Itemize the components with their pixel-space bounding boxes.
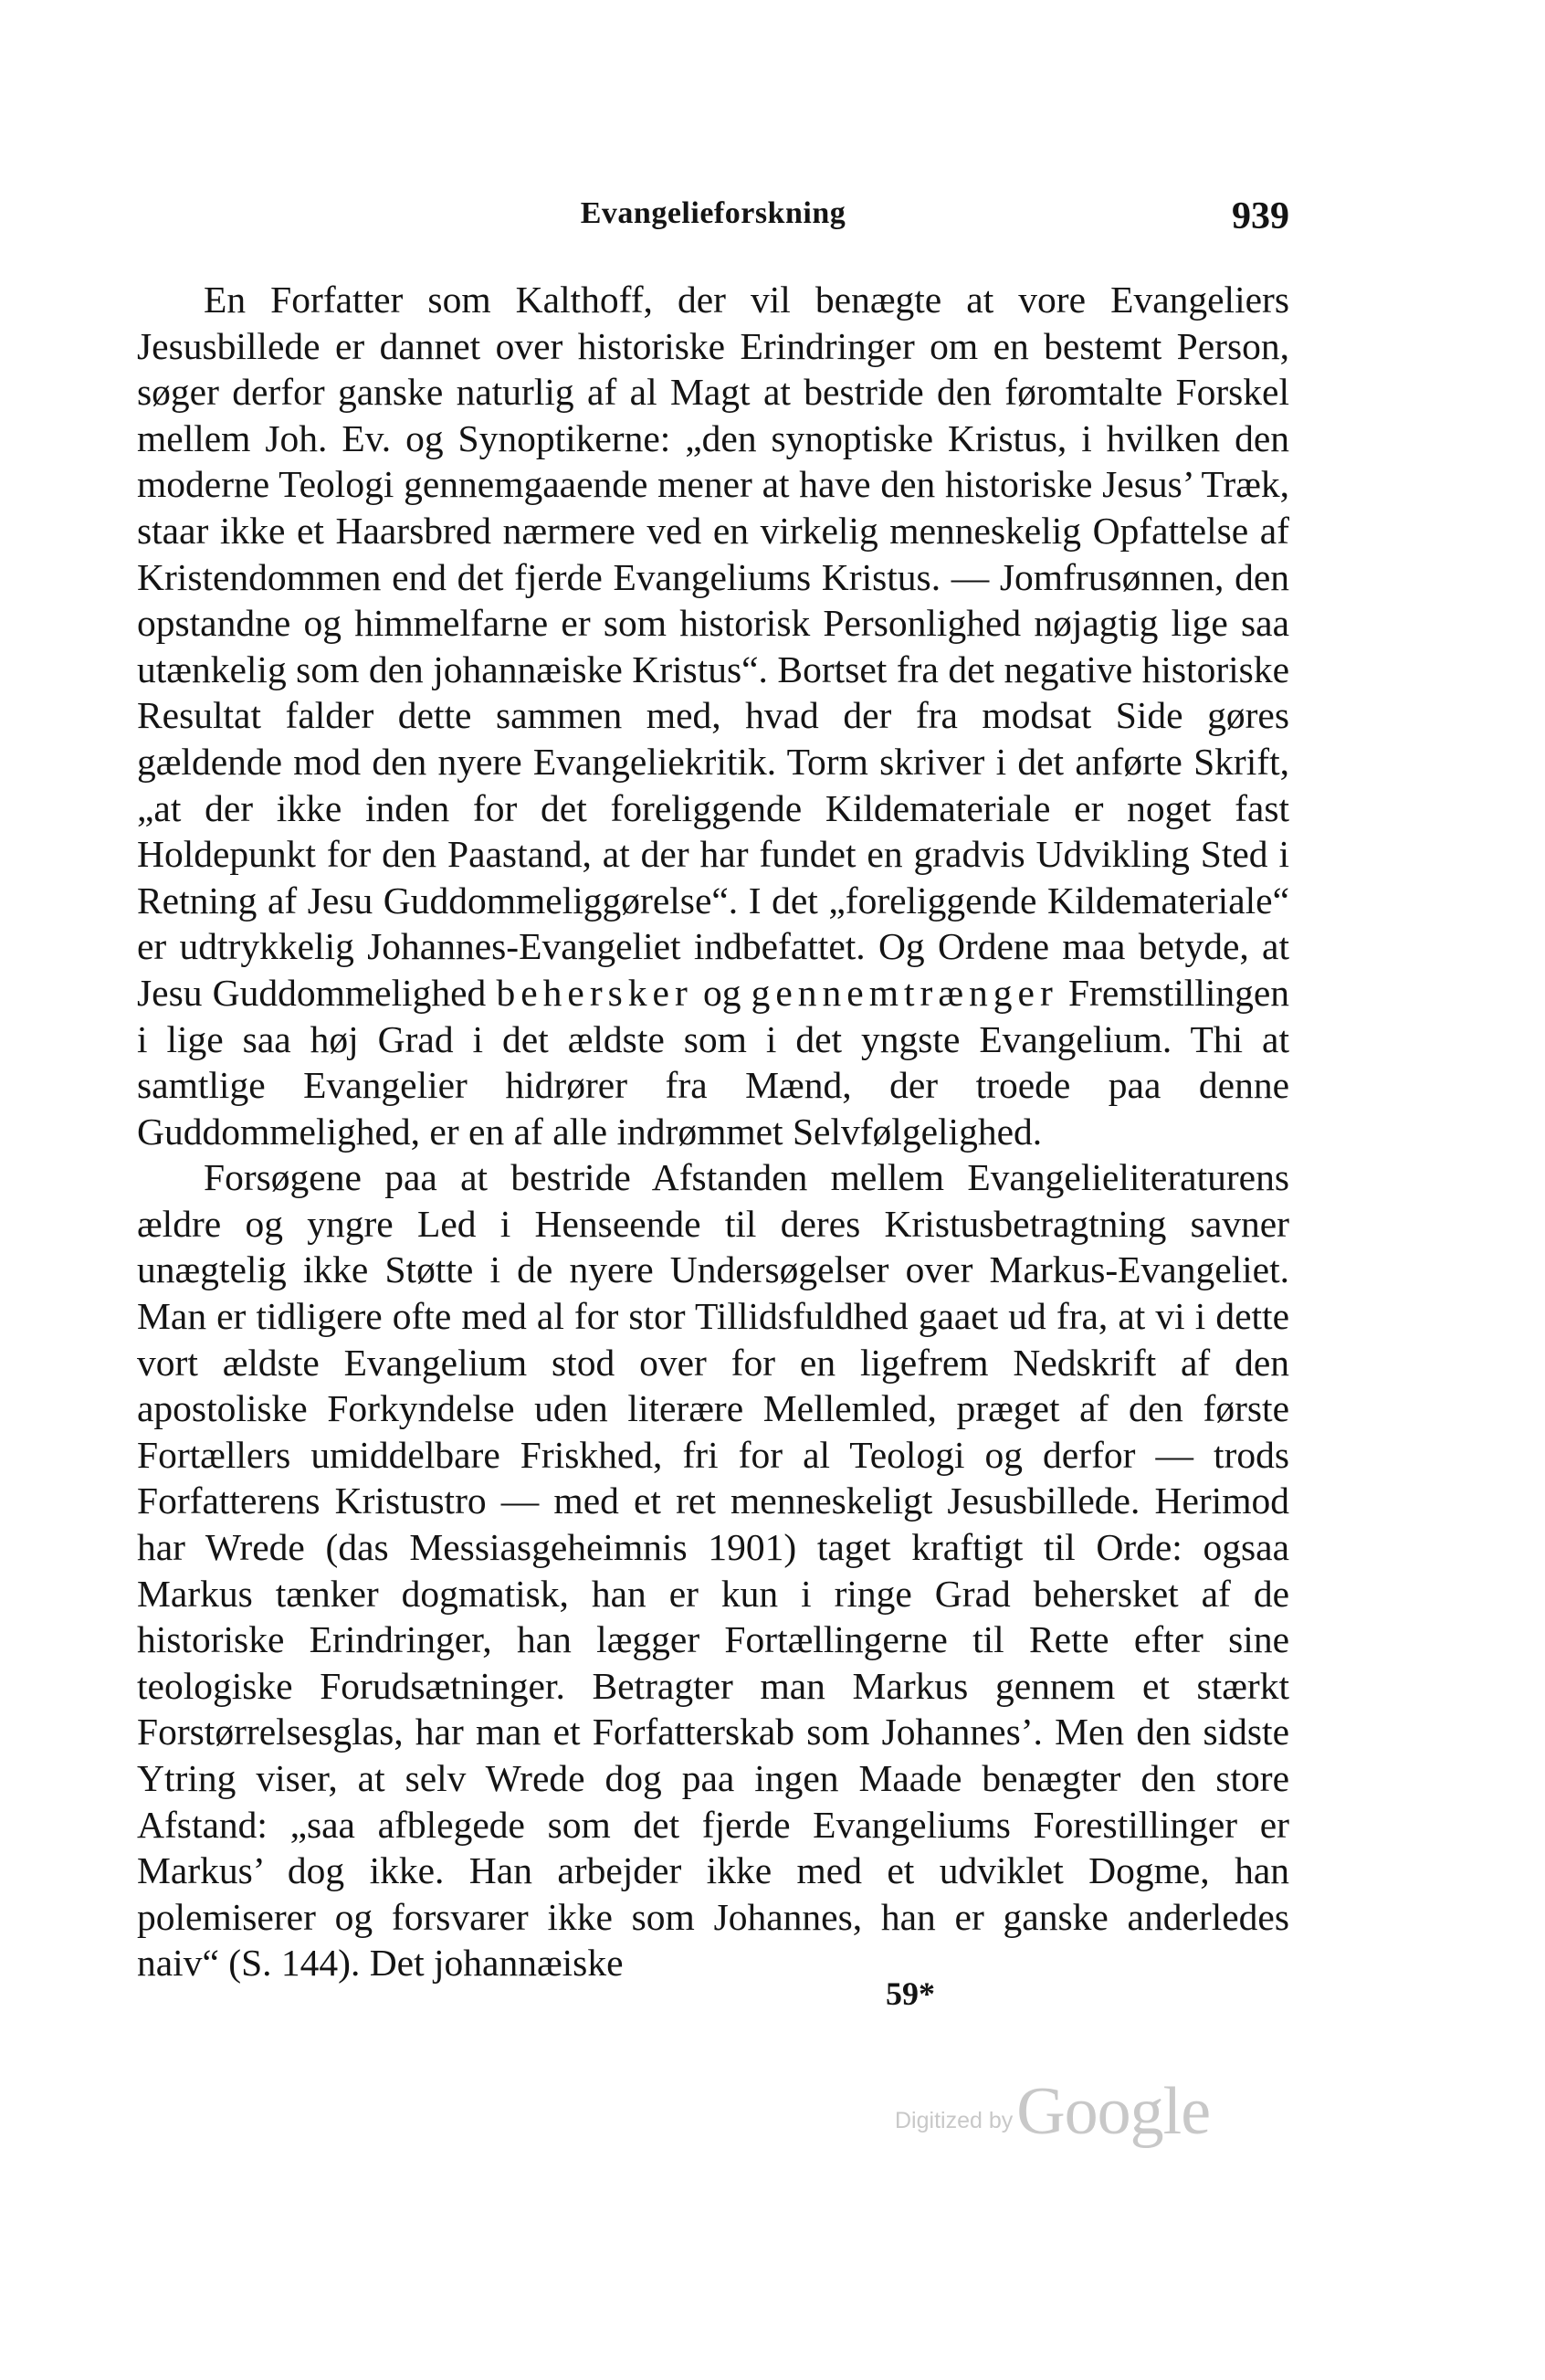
running-head: [137, 187, 1289, 260]
digitized-watermark: [895, 2073, 1210, 2151]
paragraph-1-text: En Forfatter som Kalthoff, der vil benægte at vore Evangeliers Jesusbillede er dannet over historiske Erindringer om en bestemt Person, søger derfor ganske naturlig af al Magt at bestride den føromtalte Forskel mellem Joh. Ev. og Synoptikerne: „den synoptiske Kristus, i hvilken den moderne Teologi gennemgaaende mener at have den historiske Jesus’ Træk, staar ikke et Haarsbred nærmere ved en virkelig menneskelig Opfattelse af Kristendommen end det fjerde Evangeliums Kristus. — Jomfrusønnen, den opstandne og himmelfarne er som historisk Personlighed nøjagtig lige saa utænkelig som den johannæiske Kristus“. Bortset fra det negative historiske Resultat falder dette sammen med, hvad der fra modsat Side gøres gældende mod den nyere Evangeliekritik. Torm skriver i det anførte Skrift, „at der ikke inden for det foreliggende Kildemateriale er noget fast Holdepunkt for den Paastand, at der har fundet en gradvis Udvikling Sted i Retning af Jesu Guddommeliggørelse“. I det „foreliggende Kildemateriale“ er udtrykkelig Johannes-Evangeliet indbefattet. Og Ordene maa betyde, at Jesu Guddommelighed: [137, 279, 1289, 1014]
running-title: Evangelieforskning: [580, 196, 846, 230]
book-page: [137, 187, 1289, 2361]
paragraph-2-text: Forsøgene paa at bestride Afstanden mellem Evangelieliteraturens ældre og yngre Led i Henseende til deres Kristusbetragtning savner unægtelig ikke Støtte i de nyere Undersøgelser over Markus-Evangeliet. Man er tidligere ofte med al for stor Tillidsfuldhed gaaet ud fra, at vi i dette vort ældste Evangelium stod over for en ligefrem Nedskrift af den apostoliske Forkyndelse uden literære Mellemled, præget af den første Fortællers umiddelbare Friskhed, fri for al Teologi og derfor — trods Forfatterens Kristustro — med et ret menneskeligt Jesusbillede. Herimod har Wrede (das Messiasgeheimnis 1901) taget kraftigt til Orde: ogsaa Markus tænker dogmatisk, han er kun i ringe Grad behersket af de historiske Erindringer, han lægger Fortællingerne til Rette efter sine teologiske Forudsætninger. Betragter man Markus gennem et stærkt Forstørrelsesglas, har man et Forfatterskab som Johannes’. Men den sidste Ytring viser, at selv Wrede dog paa ingen Maade benægter den store Afstand: „saa afblegede som det fjerde Evangeliums Forestillinger er Markus’ dog ikke. Han arbejder ikke med et udviklet Dogme, han polemiserer og forsvarer ikke som Johannes, han er ganske anderledes naiv“ (S. 144). Det johannæiske: [137, 1156, 1289, 1985]
paragraph-1-text-end: Fremstillingen i lige saa høj Grad i det ældste som i det yngste Evangelium. Thi at samtlige Evangelier hidrører fra Mænd, der troede paa denne Guddommelighed, er en af alle indrømmet Selvfølgelighed.: [137, 971, 1290, 1153]
emphasis-behersker: behersker: [496, 971, 693, 1014]
page-number: 939: [1232, 195, 1289, 237]
body-text: [137, 277, 1289, 1986]
emphasis-gennemtraenger: gennemtrænger: [751, 971, 1058, 1014]
paragraph-2: [137, 1154, 1289, 1986]
paragraph-1-og: og: [702, 971, 741, 1014]
paragraph-1: [137, 277, 1289, 1154]
digitized-by-label: Digitized by: [895, 2108, 1014, 2133]
google-logo: Google: [1016, 2074, 1211, 2149]
signature-mark: 59*: [886, 1975, 935, 2012]
